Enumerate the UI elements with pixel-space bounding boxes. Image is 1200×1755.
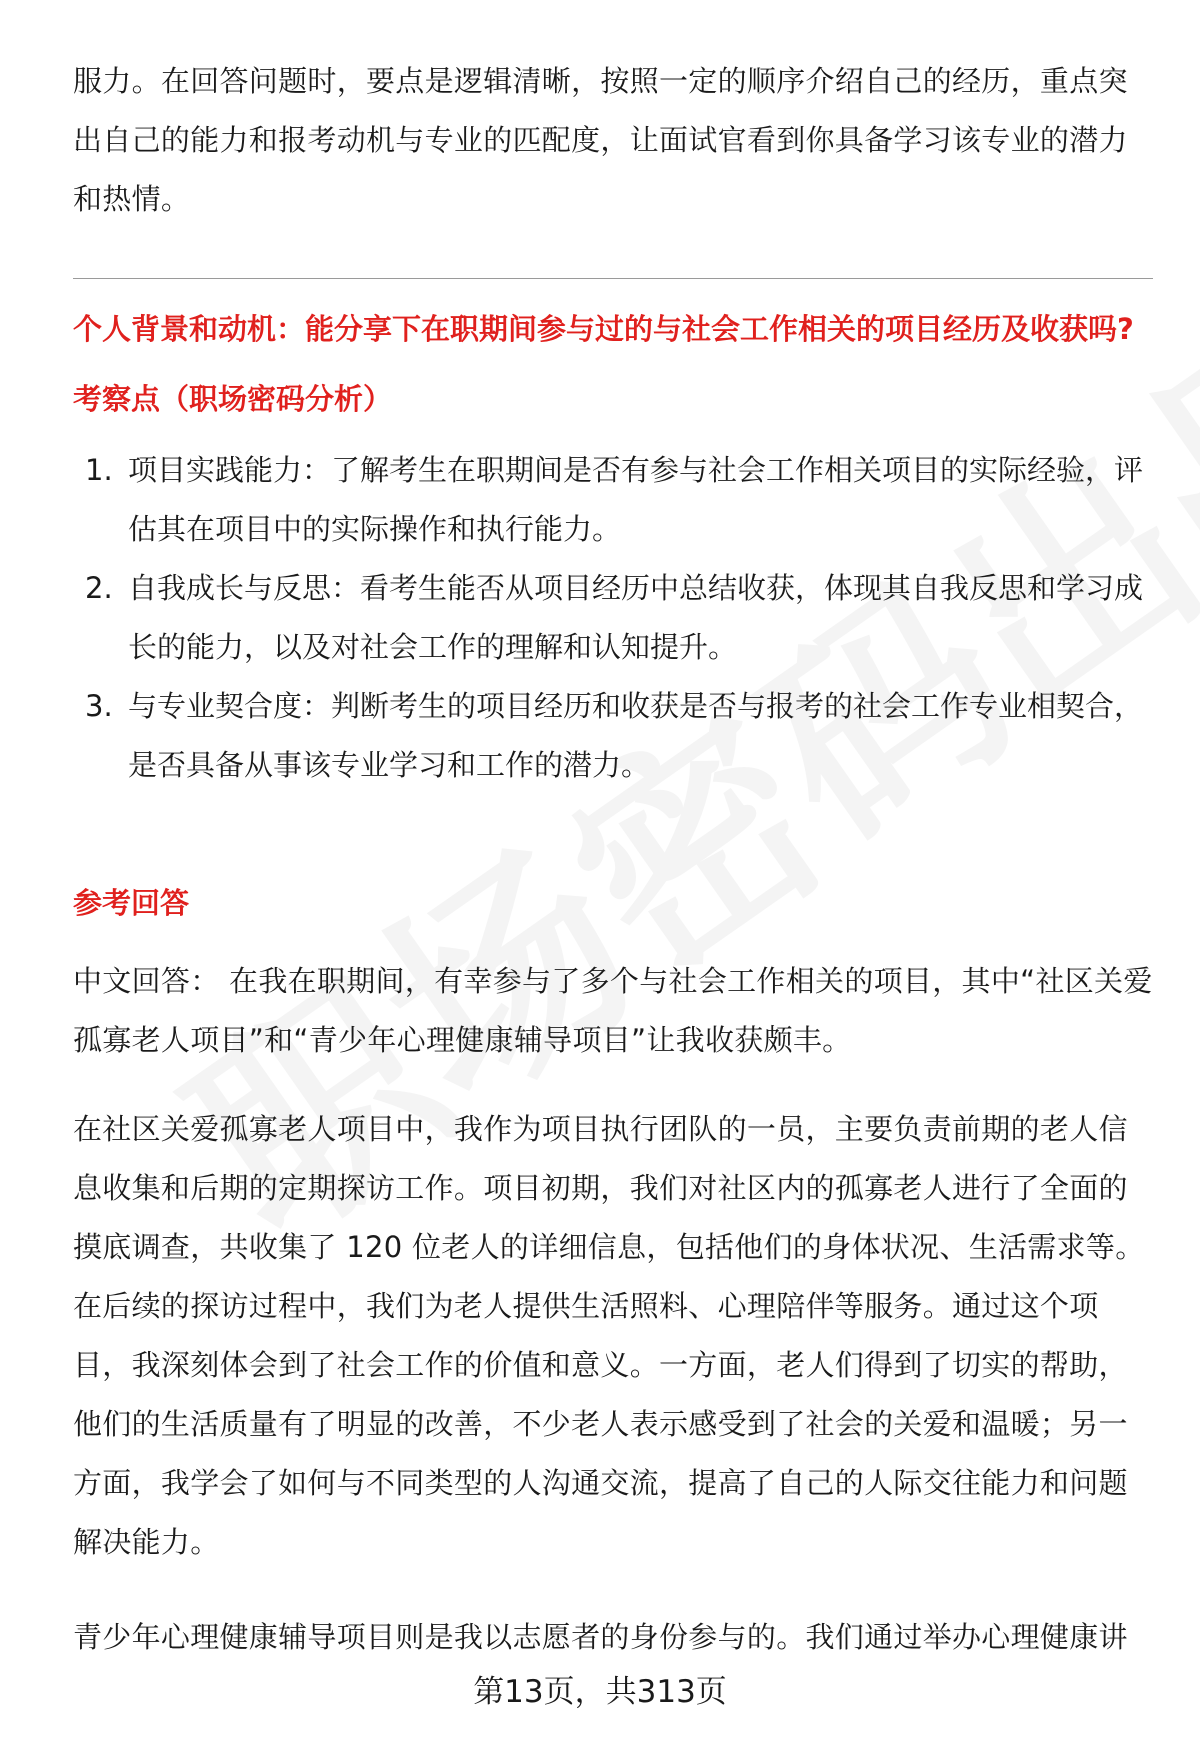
answer-paragraph: 青少年心理健康辅导项目则是我以志愿者的身份参与的。我们通过举办心理健康讲 xyxy=(73,1620,1128,1654)
list-item-text: 与专业契合度：判断考生的项目经历和收获是否与报考的社会工作专业相契合，是否具备从事该专业学习和工作的潜力。 xyxy=(128,689,1144,782)
question-title: 个人背景和动机：能分享下在职期间参与过的与社会工作相关的项目经历及收获吗? xyxy=(73,312,1134,346)
list-number: 3. xyxy=(85,689,113,723)
answer-paragraph: 在社区关爱孤寡老人项目中，我作为项目执行团队的一员，主要负责前期的老人信息收集和后期的定期探访工作。项目初期，我们对社区内的孤寡老人进行了全面的摸底调查，共收集了 120 位老人的详细信息，包括他们的身体状况、生活需求等。在后续的探访过程中，我们为老人提供生活照料、心理陪伴等服务。通过这个项目，我深刻体会到了社会工作的价值和意义。一方面，老人们得到了切实的帮助，他们的生活质量有了明显的改善，不少老人表示感受到了社会的关爱和温暖；另一方面，我学会了如何与不同类型的人沟通交流，提高了自己的人际交往能力和问题解决能力。 xyxy=(73,1112,1145,1559)
intro-paragraph: 服力。在回答问题时，要点是逻辑清晰，按照一定的顺序介绍自己的经历，重点突出自己的能力和报考动机与专业的匹配度，让面试官看到你具备学习该专业的潜力和热情。 xyxy=(73,64,1128,216)
answer-paragraph: 中文回答： 在我在职期间，有幸参与了多个与社会工作相关的项目，其中“社区关爱孤寡老人项目”和“青少年心理健康辅导项目”让我收获颇丰。 xyxy=(73,964,1153,1057)
answer-heading: 参考回答 xyxy=(73,886,190,920)
list-item xyxy=(73,559,1153,677)
list-item xyxy=(73,441,1153,559)
analysis-heading: 考察点（职场密码分析） xyxy=(73,382,393,416)
list-item xyxy=(73,677,1153,795)
page-footer: 第13页，共313页 xyxy=(473,1674,727,1710)
list-number: 2. xyxy=(85,571,113,605)
list-item-text: 自我成长与反思：看考生能否从项目经历中总结收获，体现其自我反思和学习成长的能力，以及对社会工作的理解和认知提升。 xyxy=(128,571,1144,664)
list-item-text: 项目实践能力：了解考生在职期间是否有参与社会工作相关项目的实际经验，评估其在项目中的实际操作和执行能力。 xyxy=(128,453,1144,546)
section-divider xyxy=(73,278,1153,279)
list-number: 1. xyxy=(85,453,113,487)
analysis-list xyxy=(73,453,1153,795)
